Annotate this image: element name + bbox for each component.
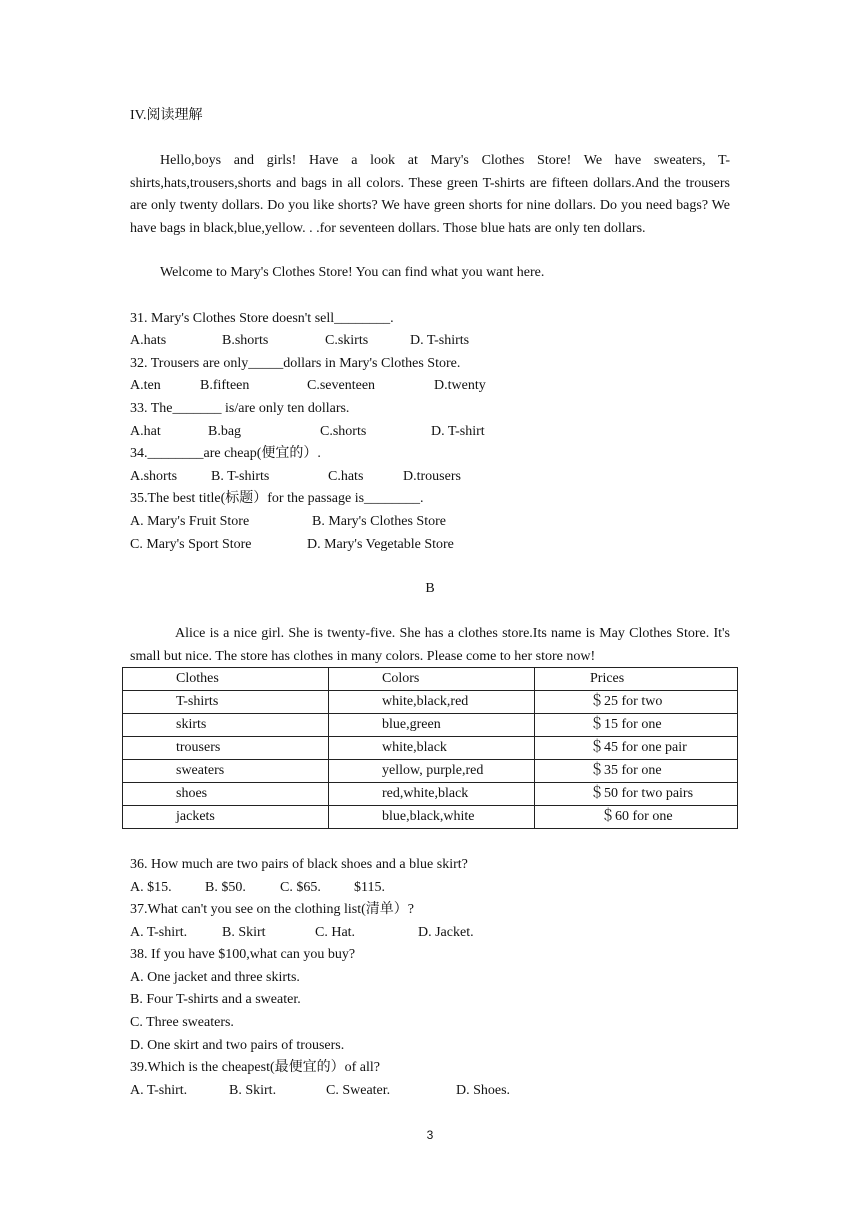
table-cell-clothes: shoes bbox=[123, 783, 329, 806]
page-number: 3 bbox=[426, 1128, 434, 1142]
table-cell-price: ＄50 for two pairs bbox=[535, 783, 738, 806]
table-header-prices: Prices bbox=[535, 668, 738, 691]
question-31-option-a: A.hats bbox=[130, 333, 167, 348]
question-31-option-c: C.skirts bbox=[325, 333, 369, 348]
question-38-option-d: D. One skirt and two pairs of trousers. bbox=[130, 1038, 345, 1053]
question-37-option-c: C. Hat. bbox=[315, 925, 356, 940]
table-cell-price: ＄25 for two bbox=[535, 691, 738, 714]
question-37-stem: 37.What can't you see on the clothing list(清单）? bbox=[130, 902, 415, 917]
question-31-option-b: B.shorts bbox=[222, 333, 269, 348]
question-31-option-d: D. T-shirts bbox=[410, 333, 470, 348]
table-cell-price: ＄45 for one pair bbox=[535, 737, 738, 760]
question-32-option-a: A.ten bbox=[130, 378, 161, 393]
table-cell-colors: white,black bbox=[329, 737, 535, 760]
question-33-option-d: D. T-shirt bbox=[431, 424, 485, 439]
table-cell-clothes: skirts bbox=[123, 714, 329, 737]
question-33-stem: 33. The_______ is/are only ten dollars. bbox=[130, 401, 350, 416]
question-34-option-c: C.hats bbox=[328, 469, 364, 484]
question-39-option-a: A. T-shirt. bbox=[130, 1083, 188, 1098]
question-38-option-b: B. Four T-shirts and a sweater. bbox=[130, 992, 301, 1007]
table-cell-colors: red,white,black bbox=[329, 783, 535, 806]
question-39-option-c: C. Sweater. bbox=[326, 1083, 391, 1098]
question-35-option-a: A. Mary's Fruit Store bbox=[130, 514, 250, 529]
question-33-option-c: C.shorts bbox=[320, 424, 367, 439]
question-38-option-c: C. Three sweaters. bbox=[130, 1015, 234, 1030]
section-b-label: B bbox=[425, 581, 435, 596]
table-cell-price: ＄35 for one bbox=[535, 760, 738, 783]
question-37-option-b: B. Skirt bbox=[222, 925, 266, 940]
question-34-option-b: B. T-shirts bbox=[211, 469, 270, 484]
passage-a-paragraph-1: Hello,boys and girls! Have a look at Mary's Clothes Store! We have sweaters, T-shirts,hats,trousers,shorts and bags in all colors. These green T-shirts are fifteen dollars.And the trousers are only twenty dollars. Do you like shorts? We have green shorts for nine dollars. Do you need bags? We have bags in black,blue,yellow. . .for seventeen dollars. Those blue hats are only ten dollars. bbox=[130, 153, 730, 236]
question-33-option-b: B.bag bbox=[208, 424, 242, 439]
question-36-stem: 36. How much are two pairs of black shoes and a blue skirt? bbox=[130, 857, 468, 872]
clothes-price-table bbox=[122, 667, 738, 829]
table-cell-price: ＄60 for one bbox=[535, 806, 738, 829]
table-row bbox=[123, 737, 738, 760]
question-36-option-a: A. $15. bbox=[130, 880, 172, 895]
question-32-stem: 32. Trousers are only_____dollars in Mary's Clothes Store. bbox=[130, 356, 461, 371]
question-35-option-d: D. Mary's Vegetable Store bbox=[307, 537, 454, 552]
question-39-stem: 39.Which is the cheapest(最便宜的）of all? bbox=[130, 1060, 380, 1075]
table-row bbox=[123, 760, 738, 783]
question-34-option-a: A.shorts bbox=[130, 469, 178, 484]
question-35-option-b: B. Mary's Clothes Store bbox=[312, 514, 446, 529]
question-39-option-d: D. Shoes. bbox=[456, 1083, 511, 1098]
table-header-row bbox=[123, 668, 738, 691]
question-32-option-d: D.twenty bbox=[434, 378, 486, 393]
table-cell-colors: blue,green bbox=[329, 714, 535, 737]
passage-a-paragraph-2: Welcome to Mary's Clothes Store! You can find what you want here. bbox=[160, 265, 545, 280]
question-38-stem: 38. If you have $100,what can you buy? bbox=[130, 947, 356, 962]
table-cell-clothes: jackets bbox=[123, 806, 329, 829]
table-header-colors: Colors bbox=[329, 668, 535, 691]
question-32-option-b: B.fifteen bbox=[200, 378, 250, 393]
question-37-option-d: D. Jacket. bbox=[418, 925, 474, 940]
question-33-option-a: A.hat bbox=[130, 424, 161, 439]
question-31-stem: 31. Mary's Clothes Store doesn't sell________. bbox=[130, 311, 394, 326]
table-cell-clothes: sweaters bbox=[123, 760, 329, 783]
question-37-option-a: A. T-shirt. bbox=[130, 925, 188, 940]
table-row bbox=[123, 783, 738, 806]
question-34-option-d: D.trousers bbox=[403, 469, 461, 484]
table-row bbox=[123, 691, 738, 714]
question-36-option-d: $115. bbox=[354, 880, 385, 895]
table-cell-colors: white,black,red bbox=[329, 691, 535, 714]
table-cell-colors: blue,black,white bbox=[329, 806, 535, 829]
question-35-stem: 35.The best title(标题）for the passage is________. bbox=[130, 491, 424, 506]
table-header-clothes: Clothes bbox=[123, 668, 329, 691]
table-row bbox=[123, 714, 738, 737]
table-cell-clothes: trousers bbox=[123, 737, 329, 760]
table-cell-clothes: T-shirts bbox=[123, 691, 329, 714]
table-cell-price: ＄15 for one bbox=[535, 714, 738, 737]
question-35-option-c: C. Mary's Sport Store bbox=[130, 537, 252, 552]
question-36-option-b: B. $50. bbox=[205, 880, 246, 895]
question-34-stem: 34.________are cheap(便宜的）. bbox=[130, 446, 321, 461]
question-38-option-a: A. One jacket and three skirts. bbox=[130, 970, 300, 985]
question-36-option-c: C. $65. bbox=[280, 880, 321, 895]
passage-b-paragraph: Alice is a nice girl. She is twenty-five. She has a clothes store.Its name is May Clothes Store. It's small but nice. The store has clothes in many colors. Please come to her store now! bbox=[130, 626, 730, 664]
table-row bbox=[123, 806, 738, 829]
table-cell-colors: yellow, purple,red bbox=[329, 760, 535, 783]
question-39-option-b: B. Skirt. bbox=[229, 1083, 277, 1098]
section-title: IV.阅读理解 bbox=[130, 108, 203, 123]
question-32-option-c: C.seventeen bbox=[307, 378, 376, 393]
